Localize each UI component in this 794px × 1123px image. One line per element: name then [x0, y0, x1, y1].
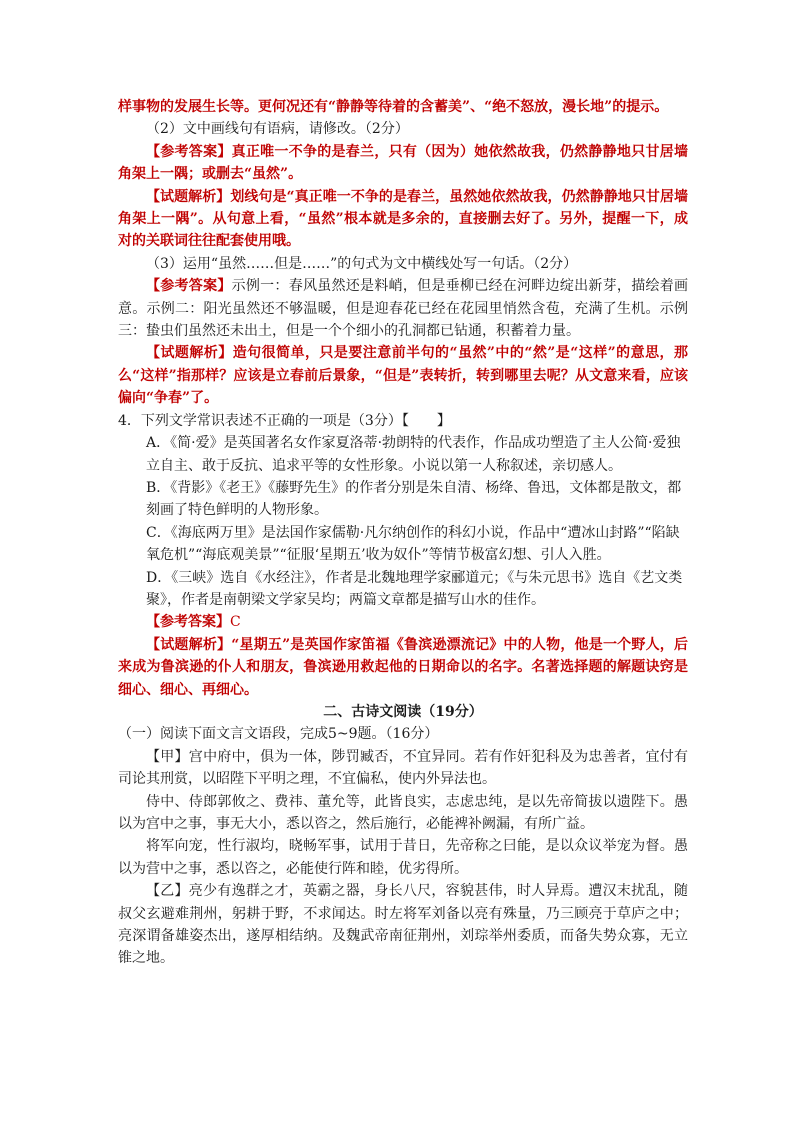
subsection-instructions: （一）阅读下面文言文语段，完成5~9题。（16分）	[118, 726, 439, 743]
explanation-tag: 【试题解析】	[146, 188, 231, 205]
option-c	[118, 522, 688, 567]
option-text: 《海底两万里》是法国作家儒勒·凡尔纳创作的科幻小说，作品中“遭冰山封路”“陷缺氧危机”“海底观美景”“征服‘星期五’收为奴仆”等情节极富幻想、引人入胜。	[146, 524, 680, 564]
passage-jia-para-2: 侍中、侍郎郭攸之、费祎、董允等，此皆良实，志虑忠纯，是以先帝简拔以遗陛下。愚以为宫中之事，事无大小，悉以咨之，然后施行，必能裨补阙漏，有所广益。	[118, 793, 688, 832]
question-2: （2）文中画线句有语病，请修改。（2分）	[146, 121, 409, 138]
answer-text: 真正唯一不争的是春兰，只有（因为）她依然故我，仍然静静地只甘居墙角架上一隅；或删去“虽然”。	[118, 143, 689, 183]
option-d	[118, 567, 688, 612]
answer-4	[118, 611, 688, 633]
explanation-tag: 【试题解析】	[146, 636, 232, 653]
question-4: 4．下列文学常识表述不正确的一项是（3分）【 】	[118, 412, 451, 429]
option-label: D．	[146, 569, 172, 586]
answer-3	[118, 275, 688, 342]
option-label: A．	[146, 435, 171, 452]
passage-jia-para-1: 【甲】宫中府中，俱为一体，陟罚臧否，不宜异同。若有作奸犯科及为忠善者，宜付有司论其刑赏，以昭陛下平明之理，不宜偏私，使内外异法也。	[118, 748, 688, 788]
option-label: C．	[146, 524, 171, 541]
answer-continuation: 样事物的发展生长等。更何况还有“静静等待着的含蓄美”、“绝不怒放，漫长地”的提示。	[118, 99, 669, 115]
explanation-text: 造句很简单，只是要注意前半句的“虽然”中的“然”是“这样”的意思，那么“这样”指那样？应该是立春前后景象，“但是”表转折，转到哪里去呢？从文意来看，应该偏向“争春”了。	[118, 345, 688, 407]
passage-jia-para-3: 将军向宠，性行淑均，晓畅军事，试用于昔日，先帝称之曰能，是以众议举宠为督。愚以为营中之事，悉以咨之，必能使行阵和睦，优劣得所。	[118, 838, 688, 877]
question-3: （3）运用“虽然……但是……”的句式为文中横线处写一句话。（2分）	[146, 255, 578, 272]
answer-2	[118, 141, 688, 186]
answer-text: C	[230, 614, 241, 631]
explanation-3	[118, 342, 688, 409]
option-label: B．	[146, 479, 171, 496]
answer-tag: 【参考答案】	[146, 278, 232, 295]
explanation-4	[118, 634, 688, 701]
explanation-text: “星期五”是英国作家笛福《鲁滨逊漂流记》中的人物，他是一个野人，后来成为鲁滨逊的仆人和朋友，鲁滨逊用救起他的日期命以的名字。名著选择题的解题诀窍是细心、细心、再细心。	[118, 636, 688, 698]
document-page	[118, 96, 688, 970]
explanation-tag: 【试题解析】	[146, 345, 233, 362]
explanation-2	[118, 186, 688, 253]
passage-yi: 【乙】亮少有逸群之才，英霸之器，身长八尺，容貌甚伟，时人异焉。遭汉末扰乱，随叔父玄避难荆州，躬耕于野，不求闻达。时左将军刘备以亮有殊量，乃三顾亮于草庐之中；亮深谓备雄姿杰出，遂厚相结纳。及魏武帝南征荆州，刘琮举州委质，而备失势众寡，无立锥之地。	[118, 883, 688, 967]
answer-tag: 【参考答案】	[146, 143, 232, 160]
section-title: 二、古诗文阅读（19分）	[323, 703, 483, 720]
answer-text: 示例一：春风虽然还是料峭，但是垂柳已经在河畔边绽出新芽，描绘着画意。示例二：阳光虽然还不够温暖，但是迎春花已经在花园里悄然含苞，充满了生机。示例三：蛰虫们虽然还未出土，但是一个个细小的孔洞都已钻通，积蓄着力量。	[118, 278, 689, 340]
explanation-text: 划线句是“真正唯一不争的是春兰，虽然她依然故我，仍然静静地只甘居墙角架上一隅”。从句意上看，“虽然”根本就是多余的，直接删去好了。另外，提醒一下，成对的关联词往往配套使用哦。	[118, 188, 688, 250]
option-text: 《三峡》选自《水经注》，作者是北魏地理学家郦道元；《与朱元思书》选自《艺文类聚》，作者是南朝梁文学家吴均；两篇文章都是描写山水的佳作。	[146, 569, 683, 608]
option-a	[118, 432, 688, 477]
answer-tag: 【参考答案】	[146, 614, 230, 631]
option-text: 《背影》《老王》《藤野先生》的作者分别是朱自清、杨绛、鲁迅，文体都是散文，都刻画了特色鲜明的人物形象。	[146, 479, 682, 519]
option-b	[118, 477, 688, 522]
option-text: 《简·爱》是英国著名女作家夏洛蒂·勃朗特的代表作，作品成功塑造了主人公简·爱独立自主、敢于反抗、追求平等的女性形象。小说以第一人称叙述，亲切感人。	[146, 435, 681, 474]
